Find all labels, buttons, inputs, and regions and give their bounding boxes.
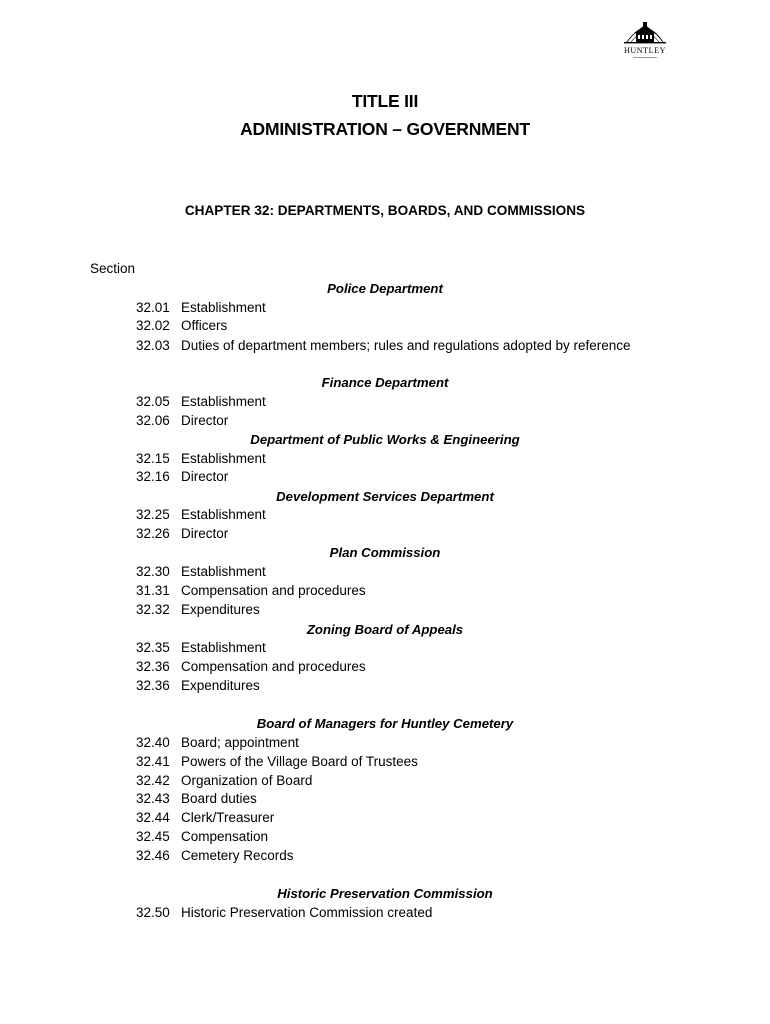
list-item <box>136 754 418 769</box>
section-number: 32.26 <box>136 526 170 541</box>
section-number: 32.03 <box>136 338 170 353</box>
list-item <box>136 791 257 806</box>
section-title: Expenditures <box>181 678 260 693</box>
list-item <box>136 905 432 920</box>
section-title: Director <box>181 526 229 541</box>
section-title: Director <box>181 469 229 484</box>
list-item <box>136 526 228 541</box>
list-item <box>136 640 266 655</box>
list-item <box>136 451 266 466</box>
section-title: Director <box>181 413 229 428</box>
list-item <box>136 678 260 693</box>
list-item <box>136 829 268 844</box>
section-title: Clerk/Treasurer <box>181 810 275 825</box>
section-number: 32.42 <box>136 773 170 788</box>
group-heading-public-works: Department of Public Works & Engineering <box>250 432 520 447</box>
section-title: Establishment <box>181 564 266 579</box>
section-number: 32.45 <box>136 829 170 844</box>
group-heading-cemetery: Board of Managers for Huntley Cemetery <box>256 716 514 731</box>
section-number: 32.15 <box>136 451 170 466</box>
list-item <box>136 848 294 863</box>
section-number: 32.30 <box>136 564 170 579</box>
list-item <box>136 659 366 674</box>
section-title: Duties of department members; rules and regulations adopted by reference <box>181 338 631 353</box>
section-number: 32.44 <box>136 810 170 825</box>
section-title: Establishment <box>181 451 266 466</box>
section-number: 32.01 <box>136 300 170 315</box>
section-number: 32.36 <box>136 659 170 674</box>
section-number: 32.41 <box>136 754 170 769</box>
section-title: Establishment <box>181 300 266 315</box>
title-line-1: TITLE III <box>351 91 419 111</box>
section-number: 31.31 <box>136 583 170 598</box>
list-item <box>136 300 266 315</box>
list-item <box>136 583 366 598</box>
list-item <box>136 773 312 788</box>
list-item <box>136 810 274 825</box>
section-title: Establishment <box>181 507 266 522</box>
section-number: 32.32 <box>136 602 170 617</box>
section-number: 32.50 <box>136 905 170 920</box>
section-number: 32.43 <box>136 791 170 806</box>
group-heading-police: Police Department <box>327 281 443 296</box>
section-title: Establishment <box>181 640 266 655</box>
section-title: Expenditures <box>181 602 260 617</box>
list-item <box>136 564 266 579</box>
group-heading-development-services: Development Services Department <box>276 489 494 504</box>
section-number: 32.25 <box>136 507 170 522</box>
section-title: Compensation and procedures <box>181 583 366 598</box>
section-title: Powers of the Village Board of Trustees <box>181 754 418 769</box>
huntley-village-seal-icon <box>619 20 671 62</box>
section-number: 32.05 <box>136 394 170 409</box>
section-title: Establishment <box>181 394 266 409</box>
chapter-heading: CHAPTER 32: DEPARTMENTS, BOARDS, AND COMMISSIONS <box>184 203 586 218</box>
section-number: 32.02 <box>136 318 170 333</box>
group-heading-zoning-board: Zoning Board of Appeals <box>306 622 464 637</box>
list-item <box>136 469 228 484</box>
section-label: Section <box>90 261 136 276</box>
list-item <box>136 338 631 353</box>
title-line-2: ADMINISTRATION – GOVERNMENT <box>240 119 530 139</box>
list-item <box>136 602 260 617</box>
list-item <box>136 394 266 409</box>
section-title: Compensation and procedures <box>181 659 366 674</box>
group-heading-plan-commission: Plan Commission <box>329 545 441 560</box>
list-item <box>136 507 266 522</box>
section-number: 32.16 <box>136 469 170 484</box>
section-title: Organization of Board <box>181 773 313 788</box>
section-title: Cemetery Records <box>181 848 294 863</box>
group-heading-finance: Finance Department <box>321 375 449 390</box>
section-title: Historic Preservation Commission created <box>181 905 433 920</box>
section-number: 32.40 <box>136 735 170 750</box>
section-title: Compensation <box>181 829 269 844</box>
section-title: Officers <box>181 318 228 333</box>
list-item <box>136 413 228 428</box>
group-heading-historic-preservation: Historic Preservation Commission <box>277 886 493 901</box>
logo-text: HUNTLEY <box>624 46 666 55</box>
list-item <box>136 318 227 333</box>
section-title: Board; appointment <box>181 735 299 750</box>
section-title: Board duties <box>181 791 257 806</box>
section-number: 32.46 <box>136 848 170 863</box>
section-number: 32.06 <box>136 413 170 428</box>
section-number: 32.35 <box>136 640 170 655</box>
section-number: 32.36 <box>136 678 170 693</box>
list-item <box>136 735 299 750</box>
